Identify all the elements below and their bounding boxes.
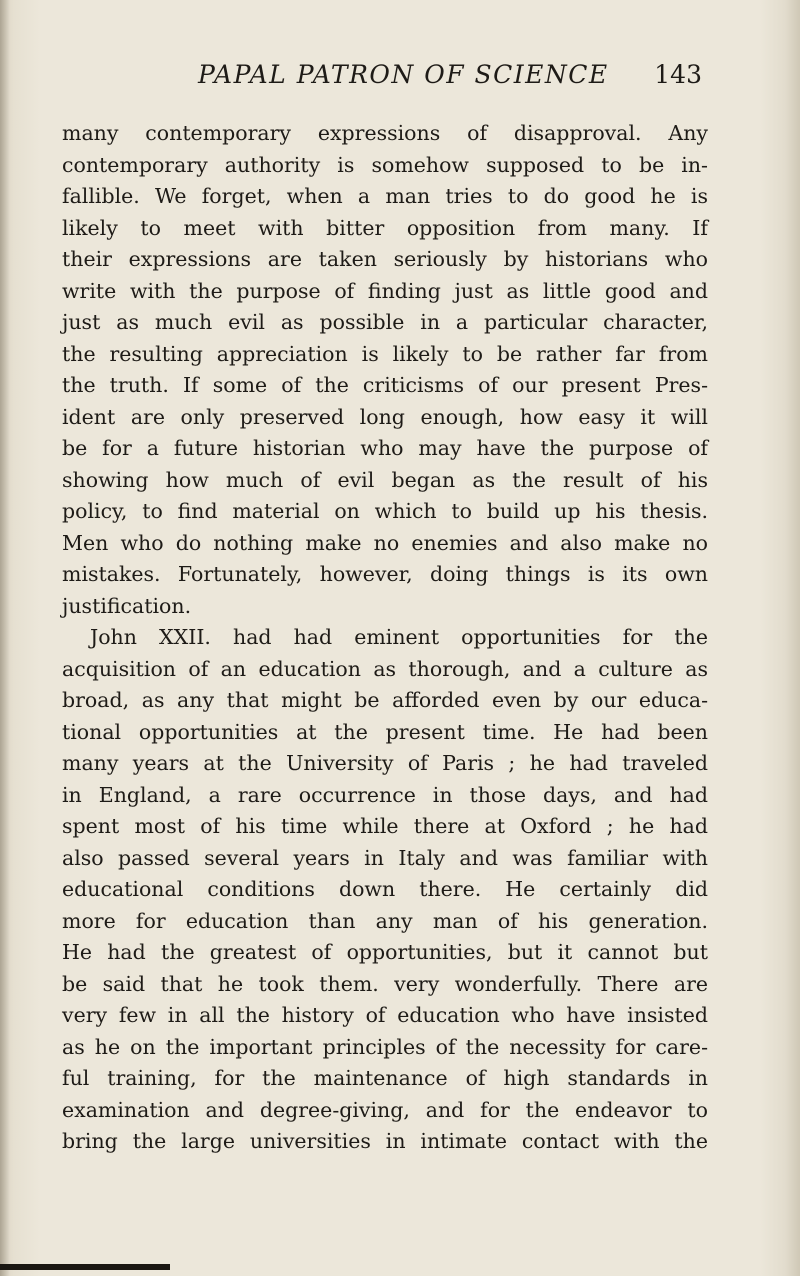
text-line: many years at the University of Paris ; he had traveled: [62, 751, 708, 775]
text-line: bring the large universities in intimate contact with the: [62, 1129, 708, 1153]
text-line: justification.: [62, 593, 192, 618]
text-line: ident are only preserved long enough, how easy it will: [62, 404, 708, 429]
text-line: acquisition of an education as thorough, and a culture as: [62, 656, 708, 681]
text-line: educational conditions down there. He certainly did: [62, 877, 708, 901]
text-line: examination and degree-giving, and for the endeavor to: [62, 1097, 708, 1122]
text-line: the resulting appreciation is likely to be rather far from: [62, 341, 708, 366]
text-line: just as much evil as possible in a particular character,: [62, 310, 708, 334]
text-line: mistakes. Fortunately, however, doing things is its own: [62, 562, 708, 586]
running-head: [0, 60, 800, 100]
text-line: He had the greatest of opportunities, but it cannot but: [62, 940, 708, 964]
text-line: contemporary authority is somehow supposed to be in-: [62, 152, 708, 177]
running-head-title: PAPAL PATRON OF SCIENCE: [198, 60, 609, 89]
paragraph-2: [62, 622, 708, 1158]
text-line: broad, as any that might be afforded even by our educa-: [62, 688, 708, 712]
text-line: be said that he took them. very wonderfully. There are: [62, 971, 708, 996]
text-line: as he on the important principles of the necessity for care-: [62, 1034, 708, 1059]
text-line: more for education than any man of his generation.: [62, 908, 708, 933]
text-line: write with the purpose of finding just as little good and: [62, 278, 708, 303]
text-line: many contemporary expressions of disapproval. Any: [62, 121, 708, 145]
scan-edge-mark: [0, 1264, 170, 1270]
text-line: showing how much of evil began as the result of his: [62, 467, 708, 492]
text-line: John XXII. had had eminent opportunities for the: [90, 625, 708, 649]
text-line: very few in all the history of education who have insisted: [62, 1003, 708, 1027]
text-line: ful training, for the maintenance of high standards in: [62, 1066, 708, 1090]
body-text: [62, 118, 708, 1158]
text-line: Men who do nothing make no enemies and also make no: [62, 530, 708, 555]
page-spine-shadow: [0, 0, 10, 1276]
text-line: in England, a rare occurrence in those days, and had: [62, 782, 708, 807]
text-line: likely to meet with bitter opposition from many. If: [62, 215, 708, 240]
page-number: 143: [654, 60, 702, 89]
text-line: the truth. If some of the criticisms of our present Pres-: [62, 373, 708, 397]
paragraph-1: [62, 118, 708, 622]
text-line: tional opportunities at the present time. He had been: [62, 719, 708, 744]
text-line: spent most of his time while there at Oxford ; he had: [62, 814, 708, 838]
text-line: fallible. We forget, when a man tries to do good he is: [62, 184, 708, 208]
text-line: their expressions are taken seriously by historians who: [62, 247, 708, 271]
text-line: also passed several years in Italy and was familiar with: [62, 845, 708, 870]
text-line: policy, to find material on which to build up his thesis.: [62, 499, 708, 523]
text-line: be for a future historian who may have the purpose of: [62, 436, 708, 460]
